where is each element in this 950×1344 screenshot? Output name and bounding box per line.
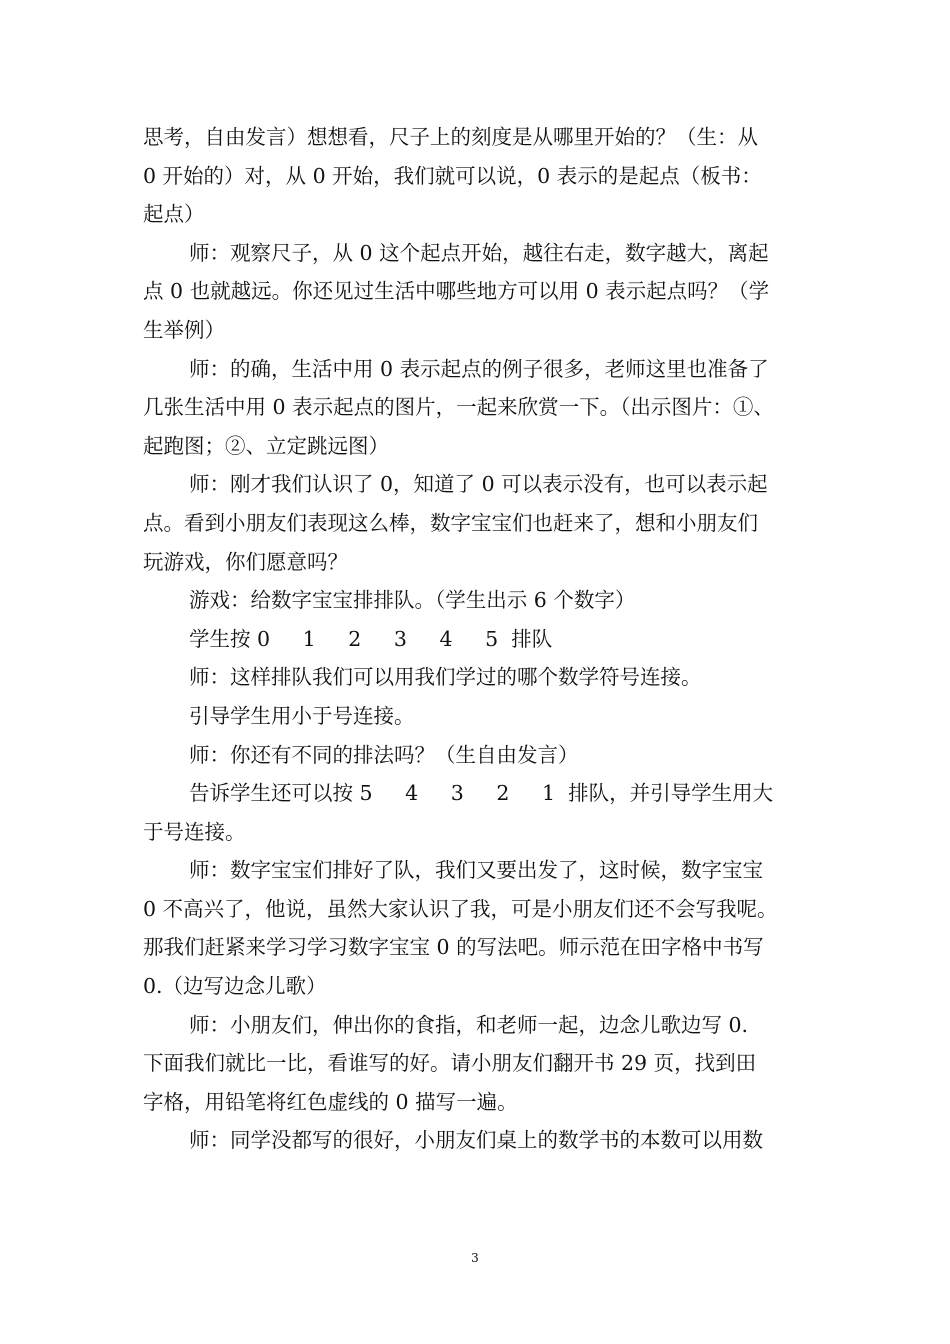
text-line: 师：的确，生活中用 0 表示起点的例子很多，老师这里也准备了: [189, 356, 769, 381]
text-line: 师：观察尺子，从 0 这个起点开始，越往右走，数字越大，离起: [189, 240, 769, 265]
body-text: [143, 118, 813, 1160]
text-line: 玩游戏，你们愿意吗？: [143, 549, 348, 574]
page-number: 3: [471, 1251, 479, 1265]
text-line: 师：你还有不同的排法吗？（生自由发言）: [189, 742, 579, 767]
text-line: 起跑图；②、立定跳远图）: [143, 433, 389, 458]
text-line: 那我们赶紧来学习学习数字宝宝 0 的写法吧。师示范在田字格中书写: [143, 935, 764, 960]
text-line: 师：刚才我们认识了 0，知道了 0 可以表示没有，也可以表示起: [189, 472, 768, 497]
text-line: 点。看到小朋友们表现这么棒，数字宝宝们也赶来了，想和小朋友们: [143, 510, 758, 535]
text-line: 告诉学生还可以按 5 4 3 2 1 排队，并引导学生用大: [189, 781, 774, 806]
text-line: 思考，自由发言）想想看，尺子上的刻度是从哪里开始的？（生：从: [143, 125, 758, 149]
text-line: 点 0 也就越远。你还见过生活中哪些地方可以用 0 表示起点吗？（学: [143, 279, 770, 304]
text-line: 游戏：给数字宝宝排排队。（学生出示 6 个数字）: [189, 588, 636, 613]
text-line: 0.（边写边念儿歌）: [143, 974, 327, 999]
text-line: 生举例）: [143, 317, 225, 342]
text-line: 学生按 0 1 2 3 4 5 排队: [189, 626, 553, 651]
text-line: 师：数字宝宝们排好了队，我们又要出发了，这时候，数字宝宝: [189, 858, 763, 883]
text-line: 字格，用铅笔将红色虚线的 0 描写一遍。: [143, 1089, 518, 1114]
text-line: 0 开始的）对，从 0 开始，我们就可以说，0 表示的是起点（板书：: [143, 163, 762, 188]
text-line: 于号连接。: [143, 819, 246, 844]
text-line: 师：小朋友们，伸出你的食指，和老师一起，边念儿歌边写 0.: [189, 1012, 749, 1037]
text-line: 0 不高兴了，他说，虽然大家认识了我，可是小朋友们还不会写我呢。: [143, 896, 778, 921]
text-line: 引导学生用小于号连接。: [189, 703, 415, 728]
text-line: 起点）: [143, 202, 205, 227]
text-line: 师：这样排队我们可以用我们学过的哪个数学符号连接。: [189, 665, 702, 690]
text-line: 下面我们就比一比，看谁写的好。请小朋友们翻开书 29 页，找到田: [143, 1051, 757, 1076]
text-line: 师：同学没都写的很好，小朋友们桌上的数学书的本数可以用数: [189, 1128, 763, 1153]
text-line: 几张生活中用 0 表示起点的图片，一起来欣赏一下。（出示图片：①、: [143, 395, 774, 420]
